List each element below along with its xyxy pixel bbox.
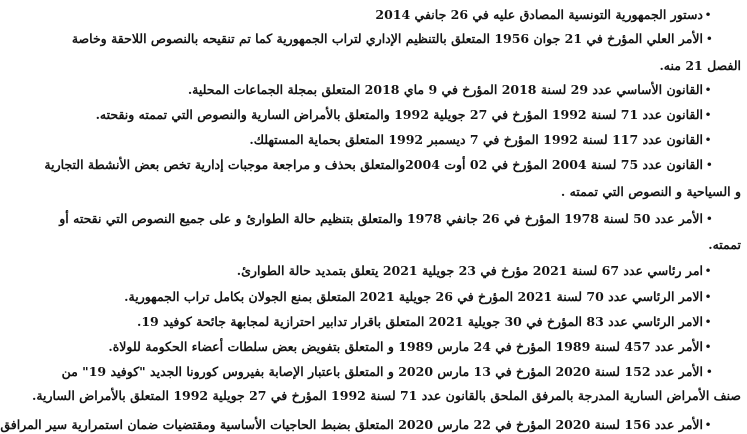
list-item: [59, 210, 747, 228]
paragraph-text: الفصل 21 منه.: [659, 58, 741, 73]
list-item: [44, 156, 747, 174]
list-item: [75, 6, 747, 24]
paragraph-text: الأمر عدد 457 لسنة 1989 المؤرخ في 24 مارس 1989 و المتعلق بتفويض بعض سلطات أعضاء الحكومة للولاة.: [108, 339, 703, 354]
bullet-marker: •: [704, 132, 712, 147]
bullet-marker: •: [705, 211, 713, 226]
paragraph-text: الامر الرئاسي عدد 70 لسنة 2021 المؤرخ في 26 جويلية 2021 المتعلق بمنع الجولان بكامل تراب الجمهورية.: [124, 289, 703, 304]
paragraph-text: الأمر عدد 156 لسنة 2020 المؤرخ في 22 مارس 2020 المتعلق بضبط الحاجيات الأساسية ومقتضيات ضمان استمرارية سير المرافق: [0, 417, 703, 432]
paragraph-text: القانون عدد 117 لسنة 1992 المؤرخ في 7 ديسمبر 1992 المتعلق بحماية المستهلك.: [249, 132, 703, 147]
bullet-marker: •: [705, 364, 713, 379]
list-item: [75, 106, 747, 124]
paragraph-text: صنف الأمراض السارية المدرجة بالمرفق الملحق بالقانون عدد 71 لسنة 1992 المؤرخ في 27 جويلية 1992 المتعلق بالأمراض السارية.: [31, 388, 741, 403]
paragraph-text: دستور الجمهورية التونسية المصادق عليه في 26 جانفي 2014: [375, 7, 703, 22]
list-item-continuation: [75, 183, 747, 201]
bullet-marker: •: [705, 157, 713, 172]
paragraph-text: الأمر العلي المؤرخ في 21 جوان 1956 المتعلق بالتنظيم الإداري لتراب الجمهورية كما تم تنقيحه بالنصوص اللاحقة وخاصة: [71, 31, 703, 46]
paragraph-text: امر رئاسي عدد 67 لسنة 2021 مؤرخ في 23 جويلية 2021 يتعلق بتمديد حالة الطوارئ.: [236, 263, 703, 278]
list-item: [75, 313, 747, 331]
bullet-marker: •: [704, 314, 712, 329]
bullet-marker: •: [704, 82, 712, 97]
bullet-marker: •: [704, 263, 712, 278]
bullet-marker: •: [704, 339, 712, 354]
paragraph-text: القانون الأساسي عدد 29 لسنة 2018 المؤرخ في 9 ماي 2018 المتعلق بمجلة الجماعات المحلية.: [187, 82, 703, 97]
list-item-continuation: [75, 236, 747, 254]
list-item: [0, 416, 747, 434]
list-item: [75, 262, 747, 280]
paragraph-text: القانون عدد 71 لسنة 1992 المؤرخ في 27 جويلية 1992 والمتعلق بالأمراض السارية والنصوص التي تممته ونقحته.: [95, 107, 703, 122]
list-item: [61, 363, 747, 381]
bullet-marker: •: [704, 289, 712, 304]
list-item: [75, 288, 747, 306]
paragraph-text: و السياحية و النصوص التي تممته .: [560, 184, 741, 199]
bullet-marker: •: [704, 417, 712, 432]
list-item: [75, 338, 747, 356]
list-item: [71, 30, 747, 48]
list-item: [75, 81, 747, 99]
list-item-continuation: [75, 57, 747, 75]
paragraph-text: الامر الرئاسي عدد 83 المؤرخ في 30 جويلية 2021 المتعلق باقرار تدابير احترازية لمجابهة جائحة كوفيد 19.: [136, 314, 703, 329]
paragraph-text: الأمر عدد 50 لسنة 1978 المؤرخ في 26 جانفي 1978 والمتعلق بتنظيم حالة الطوارئ و على جميع النصوص التي نقحته أو: [59, 211, 703, 226]
paragraph-text: القانون عدد 75 لسنة 2004 المؤرخ في 02 أوت 2004والمتعلق بحذف و مراجعة موجبات إدارية تخص بعض الأنشطة التجارية: [44, 157, 703, 172]
paragraph-text: تممته.: [708, 237, 741, 252]
bullet-marker: •: [705, 31, 713, 46]
paragraph-text: الأمر عدد 152 لسنة 2020 المؤرخ في 13 مارس 2020 و المتعلق باعتبار الإصابة بفيروس كورونا الجديد "كوفيد 19" من: [61, 364, 703, 379]
bullet-marker: •: [704, 107, 712, 122]
list-item: [75, 131, 747, 149]
list-item-continuation: [31, 387, 747, 405]
bullet-marker: •: [704, 7, 712, 22]
